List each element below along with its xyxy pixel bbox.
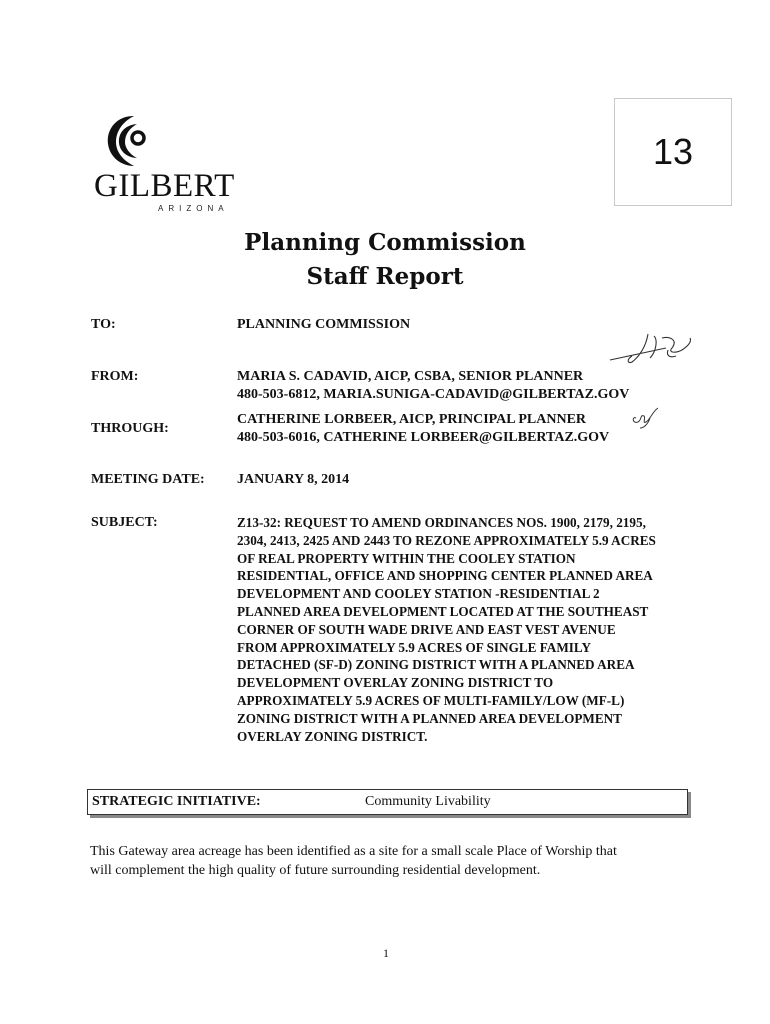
subject-line: DEVELOPMENT AND COOLEY STATION -RESIDENTIAL 2: [237, 586, 600, 602]
subject-line: OF REAL PROPERTY WITHIN THE COOLEY STATION: [237, 550, 576, 566]
signature-mark-2: [628, 404, 664, 430]
subject-line: FROM APPROXIMATELY 5.9 ACRES OF SINGLE FAMILY: [237, 639, 592, 655]
from-line-2: 480-503-6812, MARIA.SUNIGA-CADAVID@GILBERTAZ.GOV: [237, 387, 630, 402]
report-title: [230, 226, 540, 294]
gilbert-swirl-icon: [104, 112, 152, 170]
meeting-date-value: JANUARY 8, 2014: [237, 472, 350, 487]
subject-text: [237, 514, 727, 745]
subject-line: DEVELOPMENT OVERLAY ZONING DISTRICT TO: [237, 675, 554, 691]
page-number: 1: [383, 946, 389, 960]
subject-line: PLANNED AREA DEVELOPMENT LOCATED AT THE SOUTHEAST: [237, 603, 649, 619]
to-value: PLANNING COMMISSION: [237, 317, 411, 332]
subject-line: 2304, 2413, 2425 AND 2443 TO REZONE APPROXIMATELY 5.9 ACRES: [237, 532, 656, 548]
to-label: TO:: [91, 317, 116, 332]
subject-line: CORNER OF SOUTH WADE DRIVE AND EAST VEST AVENUE: [237, 621, 616, 637]
subject-line: OVERLAY ZONING DISTRICT.: [237, 728, 428, 744]
logo-state: ARIZONA: [158, 204, 229, 213]
from-label: FROM:: [91, 369, 139, 384]
title-line-2: Staff Report: [306, 263, 464, 290]
subject-label: SUBJECT:: [91, 515, 158, 530]
subject-line: Z13-32: REQUEST TO AMEND ORDINANCES NOS. 1900, 2179, 2195,: [237, 515, 646, 530]
logo-name: GILBERT: [94, 168, 235, 204]
subject-line: APPROXIMATELY 5.9 ACRES OF MULTI-FAMILY/LOW (MF-L): [237, 692, 625, 708]
title-line-1: Planning Commission: [244, 229, 526, 256]
subject-line: DETACHED (SF-D) ZONING DISTRICT WITH A PLANNED AREA: [237, 657, 635, 673]
signature-mark-1: [608, 326, 698, 370]
through-label: THROUGH:: [91, 421, 169, 436]
gilbert-logo: [90, 112, 240, 217]
through-line-2: 480-503-6016, CATHERINE LORBEER@GILBERTAZ.GOV: [237, 430, 610, 445]
strategic-initiative-box: [87, 789, 688, 815]
strategic-initiative-label: STRATEGIC INITIATIVE:: [92, 794, 261, 809]
strategic-initiative-value: Community Livability: [365, 794, 491, 809]
agenda-item-number: 13: [614, 98, 732, 206]
subject-line: RESIDENTIAL, OFFICE AND SHOPPING CENTER PLANNED AREA: [237, 568, 653, 584]
body-line-1: This Gateway area acreage has been identified as a site for a small scale Place of Worship that: [90, 844, 617, 859]
from-line-1: MARIA S. CADAVID, AICP, CSBA, SENIOR PLANNER: [237, 369, 584, 384]
through-line-1: CATHERINE LORBEER, AICP, PRINCIPAL PLANNER: [237, 412, 587, 427]
body-paragraph: [90, 842, 690, 880]
meeting-date-label: MEETING DATE:: [91, 472, 205, 487]
body-line-2: will complement the high quality of future surrounding residential development.: [90, 863, 541, 878]
subject-line: ZONING DISTRICT WITH A PLANNED AREA DEVELOPMENT: [237, 710, 622, 726]
